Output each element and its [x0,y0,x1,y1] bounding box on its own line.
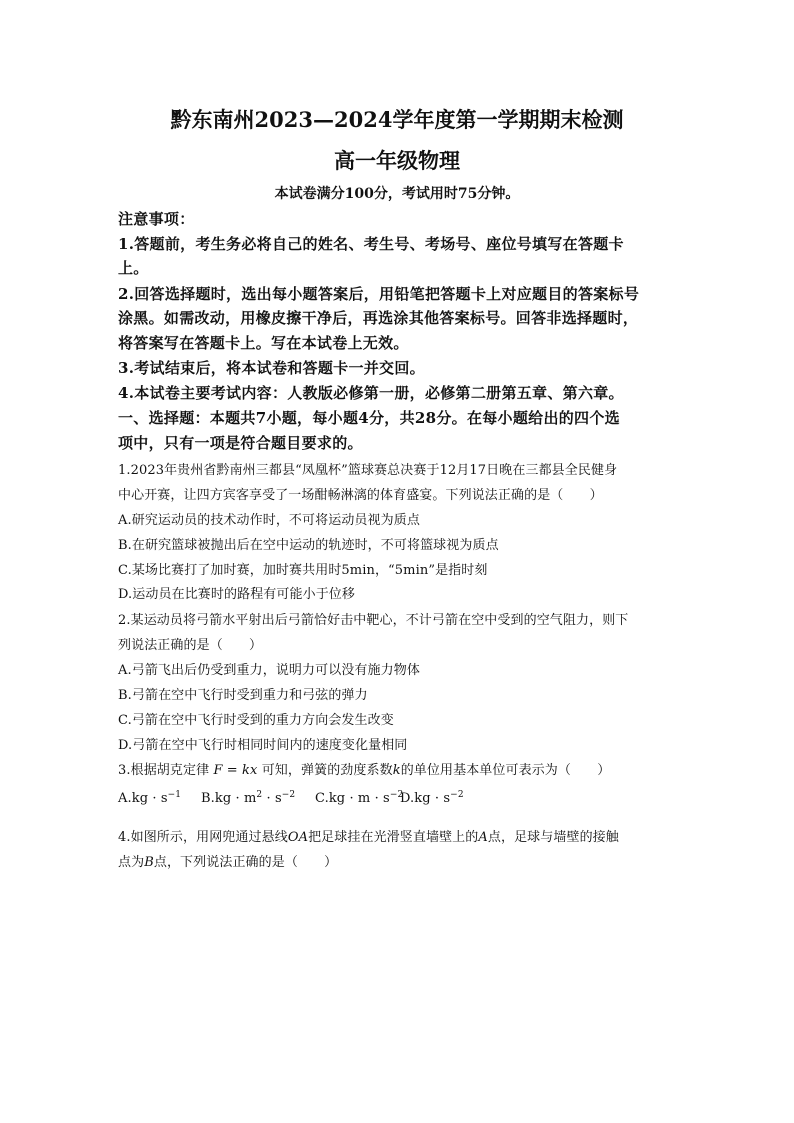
unit-exponent: 2 [256,790,263,800]
option-unit: kg · s [131,791,168,806]
question-3-stem [118,759,610,778]
question-2-option-c: C.弓箭在空中飞行时受到的重力方向会发生改变 [118,713,394,728]
question-1-stem: 中心开赛，让四方宾客享受了一场酣畅淋漓的体育盛宴。下列说法正确的是（ ） [118,488,603,503]
stem-text: 3.根据胡克定律 [118,763,210,778]
stem-text: 点为 [118,855,145,870]
note-line: 将答案写在答题卡上。写在本试卷上无效。 [118,334,409,352]
formula-rhs: kx [242,763,258,778]
notes-heading: 注意事项： [118,210,195,228]
section-heading: 项中，只有一项是符合题目要求的。 [118,434,363,452]
unit-exponent: −2 [389,790,404,800]
note-line: 1.答题前，考生务必将自己的姓名、考生号、考场号、座位号填写在答题卡 [118,235,624,253]
note-line: 上。 [118,259,149,277]
question-1-option-a: A.研究运动员的技术动作时，不可将运动员视为质点 [118,513,420,528]
exam-title: 黔东南州2023—2024学年度第一学期期末检测 [170,107,624,132]
question-3-option-b [201,791,315,806]
question-3-option-a [118,791,201,806]
symbol-oa: OA [287,830,309,845]
question-2-stem: 2.某运动员将弓箭水平射出后弓箭恰好击中靶心，不计弓箭在空中受到的空气阻力，则下 [118,613,629,628]
section-heading: 一、选择题：本题共7小题，每小题4分，共28分。在每小题给出的四个选 [118,409,620,427]
question-3-option-d [400,791,464,806]
stem-text: 点，足球与墙壁的接触 [487,830,619,845]
formula-eq: = [222,763,243,778]
stem-text: 点，下列说法正确的是（ ） [153,855,338,870]
stem-text: 的单位用基本单位可表示为（ ） [400,763,611,778]
question-2-option-a: A.弓箭飞出后仍受到重力，说明力可以没有施力物体 [118,663,420,678]
option-label: D. [400,791,415,806]
symbol-a: A [478,830,488,845]
note-line: 涂黑。如需改动，用橡皮擦干净后，再选涂其他答案标号。回答非选择题时， [118,309,639,327]
unit-exponent: −2 [281,790,296,800]
question-4-stem [118,851,337,870]
option-label: C. [315,791,329,806]
note-line: 3.考试结束后，将本试卷和答题卡一并交回。 [118,359,425,377]
stem-text: 可知，弹簧的劲度系数 [261,763,393,778]
unit-exponent: −1 [167,790,182,800]
question-3-options [118,791,464,806]
formula-lhs: F [213,763,223,778]
option-unit: kg · m [214,791,257,806]
symbol-b: B [144,855,154,870]
question-1-option-d: D.运动员在比赛时的路程有可能小于位移 [118,587,355,602]
note-line: 4.本试卷主要考试内容：人教版必修第一册，必修第二册第五章、第六章。 [118,384,624,402]
option-unit: · s [262,791,282,806]
exam-subtitle: 高一年级物理 [334,148,460,173]
option-label: B. [201,791,215,806]
question-2-stem: 列说法正确的是（ ） [118,638,263,653]
question-1-stem: 1.2023年贵州省黔南州三都县“凤凰杯”篮球赛总决赛于12月17日晚在三都县全民健身 [118,463,618,478]
question-1-option-b: B.在研究篮球被抛出后在空中运动的轨迹时，不可将篮球视为质点 [118,538,499,553]
unit-exponent: −2 [450,790,464,800]
question-4-stem [118,826,619,845]
option-label: A. [118,791,132,806]
exam-info: 本试卷满分100分，考试用时75分钟。 [274,186,520,202]
stem-text: 把足球挂在光滑竖直墙壁上的 [308,830,479,845]
option-unit: kg · m · s [328,791,390,806]
option-unit: kg · s [414,791,451,806]
note-line: 2.回答选择题时，选出每小题答案后，用铅笔把答题卡上对应题目的答案标号 [118,285,640,303]
question-2-option-b: B.弓箭在空中飞行时受到重力和弓弦的弹力 [118,688,368,703]
question-1-option-c: C.某场比赛打了加时赛，加时赛共用时5min，“5min”是指时刻 [118,563,488,578]
question-3-option-c [315,790,404,806]
stem-text: 4.如图所示，用网兜通过悬线 [118,830,288,845]
question-2-option-d: D.弓箭在空中飞行时相同时间内的速度变化量相同 [118,738,408,753]
symbol-k: k [392,763,401,778]
